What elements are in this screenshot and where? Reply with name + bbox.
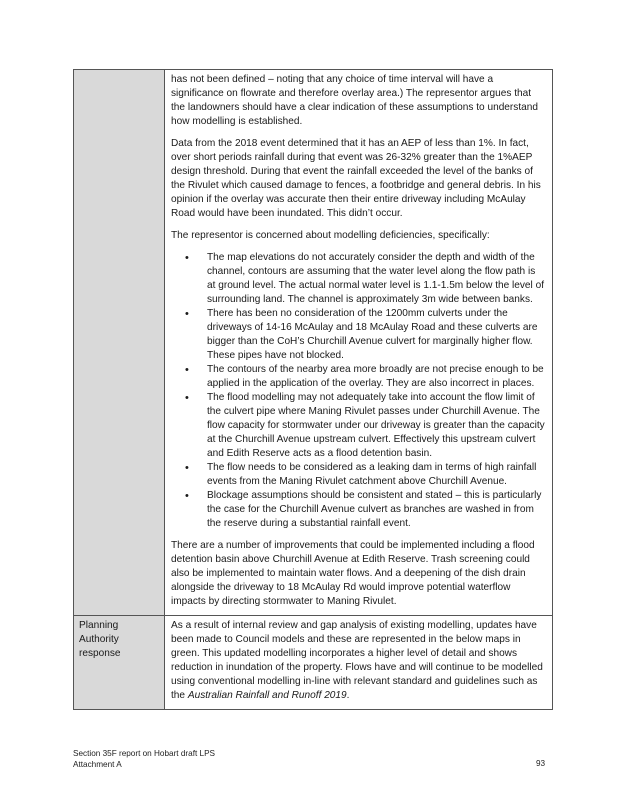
deficiency-list — [171, 251, 546, 531]
list-item: • The contours of the nearby area more broadly are not precise enough to be applied in the application of the overlay. They are also incorrect in places. — [207, 363, 546, 391]
list-item: • Blockage assumptions should be consistent and stated – this is particularly the case for the Churchill Avenue culvert as branches are washed in from the reserve during a substantial rainfall event. — [207, 489, 546, 531]
footer-report-title: Section 35F report on Hobart draft LPS — [73, 749, 215, 758]
footer-attachment: Attachment A — [73, 760, 122, 769]
paragraph: There are a number of improvements that could be implemented including a flood detention basin above Churchill Avenue at Edith Reserve. Trash screening could also be implemented to maintain water flows. And a deepening of the dish drain alongside the driveway to 18 McAulay Rd would improve potential waterflow impacts by directing stormwater to Maning Rivulet. — [171, 540, 535, 607]
representation-row — [74, 70, 553, 616]
list-item: • The map elevations do not accurately consider the depth and width of the channel, contours are assuming that the water level along the flow path is at ground level. The actual normal water level is 1.1-1.5m below the level of surrounding land. The channel is approximately 3m wide between banks. — [207, 251, 546, 307]
paragraph: The representor is concerned about modelling deficiencies, specifically: — [171, 230, 490, 241]
response-row — [74, 616, 553, 710]
paragraph: Data from the 2018 event determined that it has an AEP of less than 1%. In fact, over short periods rainfall during that event was 26-32% greater than the 1%AEP design threshold. During that event the rainfall exceeded the level of the banks of the Rivulet which caused damage to fences, a footbridge and general debris. In his opinion if the overlay was accurate then their entire driveway including McAulay Road would have been inundated. This didn’t occur. — [171, 138, 541, 219]
paragraph: has not been defined – noting that any choice of time interval will have a significance on flowrate and therefore overlay area.) The representor argues that the landowners should have a clear indication of these assumptions to understand how modelling is established. — [171, 74, 538, 127]
guideline-title: Australian Rainfall and Runoff 2019 — [187, 690, 347, 701]
response-content — [165, 616, 553, 710]
response-label-cell — [74, 616, 165, 710]
page-footer — [73, 748, 215, 770]
response-label: Planning Authority response — [79, 620, 121, 659]
page-number: 93 — [536, 759, 546, 768]
list-item: • The flood modelling may not adequately take into account the flow limit of the culvert pipe where Maning Rivulet passes under Churchill Avenue. The flow capacity for stormwater under our driveway is greater than the capacity at the Churchill Avenue upstream culvert. Effectively this upstream culvert and Edith Reserve acts as a flood detention basin. — [207, 391, 546, 461]
list-item: • There has been no consideration of the 1200mm culverts under the driveways of 14-16 McAulay and 18 McAulay Road and these culverts are bigger than the CoH’s Churchill Avenue culvert for marginally higher flow. These pipes have not blocked. — [207, 307, 546, 363]
list-item: • The flow needs to be considered as a leaking dam in terms of high rainfall events from the Maning Rivulet catchment above Churchill Avenue. — [207, 461, 546, 489]
response-text-end: . — [346, 690, 350, 701]
row-label-cell — [74, 70, 165, 616]
response-text: As a result of internal review and gap analysis of existing modelling, updates have been made to Council models and these are represented in the below maps in green. This updated modelling incorporates a higher level of detail and shows reduction in inundation of the property. Flows have and will continue to be modelled using conventional modelling in-line with relevant standard and guidelines such as the — [171, 620, 543, 701]
response-paragraph — [171, 619, 546, 703]
representation-table — [73, 69, 553, 710]
representation-content — [165, 70, 553, 616]
